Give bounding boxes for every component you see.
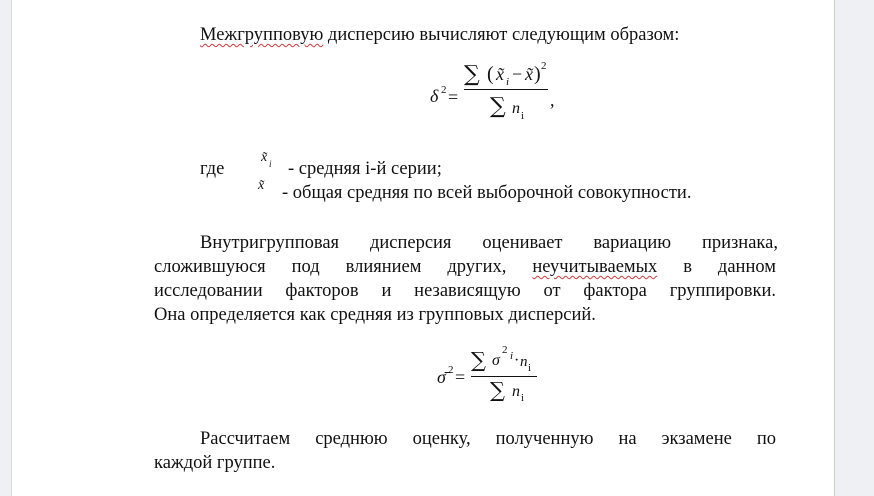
fraction-bar <box>464 89 548 90</box>
word: под <box>291 257 320 277</box>
sum-icon-denominator: ∑ <box>490 378 505 402</box>
intro-text: дисперсию вычисляют следующим образом: <box>327 25 680 45</box>
word: данном <box>717 257 776 277</box>
xi-subscript: i <box>506 76 510 88</box>
paragraph3-line1 <box>200 428 776 450</box>
word: в <box>683 257 692 277</box>
word: на <box>618 429 637 449</box>
n-subscript: i <box>528 362 532 374</box>
word: факторов <box>285 281 359 301</box>
legend-row2-text: - общая средняя по всей выборочной совокупности. <box>282 183 692 203</box>
n-symbol: n <box>520 354 528 370</box>
word: других, <box>447 257 507 277</box>
word: оценивает <box>482 233 563 253</box>
word: по <box>756 429 776 449</box>
misspelled-word: неучитываемых <box>532 257 658 277</box>
trailing-comma: , <box>550 90 555 110</box>
word: Внутригрупповая <box>200 233 340 253</box>
misspelled-word: Межгрупповую <box>200 25 324 45</box>
xi-symbol: x̃ <box>496 64 504 84</box>
word: Рассчитаем <box>200 429 291 449</box>
word: группировки. <box>669 281 776 301</box>
document-page <box>12 0 834 496</box>
word: и <box>381 281 392 301</box>
legend-row1-text: - средняя i-й серии; <box>288 159 442 179</box>
sigma-power: 2 <box>502 344 508 356</box>
paragraph3-line2: каждой группе. <box>154 453 276 473</box>
sigma-symbol: σ <box>492 352 500 369</box>
x-legend-icon: x̃ <box>258 178 265 193</box>
equals-sign: = <box>455 367 466 387</box>
delta-symbol: δ <box>430 86 439 106</box>
word: вариацию <box>593 233 672 253</box>
word: среднюю <box>315 429 388 449</box>
word: от <box>543 281 561 301</box>
word: фактора <box>583 281 647 301</box>
i-index: i <box>510 350 514 362</box>
where-label: где <box>200 159 225 179</box>
word: оценку, <box>412 429 471 449</box>
sigma-bar-power: 2 <box>448 364 454 376</box>
equals-sign: = <box>448 87 459 107</box>
dot-operator: · <box>514 352 520 369</box>
sigma-bar-symbol: σ̄ <box>437 367 446 387</box>
word: экзамене <box>661 429 732 449</box>
open-paren: ( <box>487 63 494 85</box>
paren-power: 2 <box>541 60 547 72</box>
xi-legend-icon: x̃ <box>261 150 268 165</box>
word: признака, <box>701 233 778 253</box>
n-symbol: n <box>512 100 520 117</box>
word: независящую <box>414 281 521 301</box>
paragraph2-line2 <box>154 256 776 278</box>
paragraph-intro <box>200 24 679 46</box>
xi-legend-subscript: i <box>269 159 272 169</box>
sum-icon: ∑ <box>471 348 486 372</box>
n-subscript-denominator: i <box>521 392 525 404</box>
paragraph2-line4: Она определяется как средняя из групповых дисперсий. <box>154 305 596 325</box>
paragraph2-line1 <box>200 232 778 254</box>
sum-icon: ∑ <box>464 62 480 87</box>
word: влиянием <box>345 257 422 277</box>
minus-sign: − <box>512 64 523 84</box>
fraction-bar <box>471 376 537 377</box>
n-subscript: i <box>521 110 525 122</box>
close-paren: ) <box>534 63 541 85</box>
sum-icon-denominator: ∑ <box>490 94 506 119</box>
x-mean-symbol: x̃ <box>525 64 533 84</box>
delta-power: 2 <box>441 84 447 96</box>
word: исследовании <box>154 281 263 301</box>
paragraph2-line3 <box>154 280 776 302</box>
word: сложившуюся <box>154 257 266 277</box>
n-symbol-denominator: n <box>512 383 520 400</box>
word: дисперсия <box>369 233 452 253</box>
word: полученную <box>495 429 594 449</box>
